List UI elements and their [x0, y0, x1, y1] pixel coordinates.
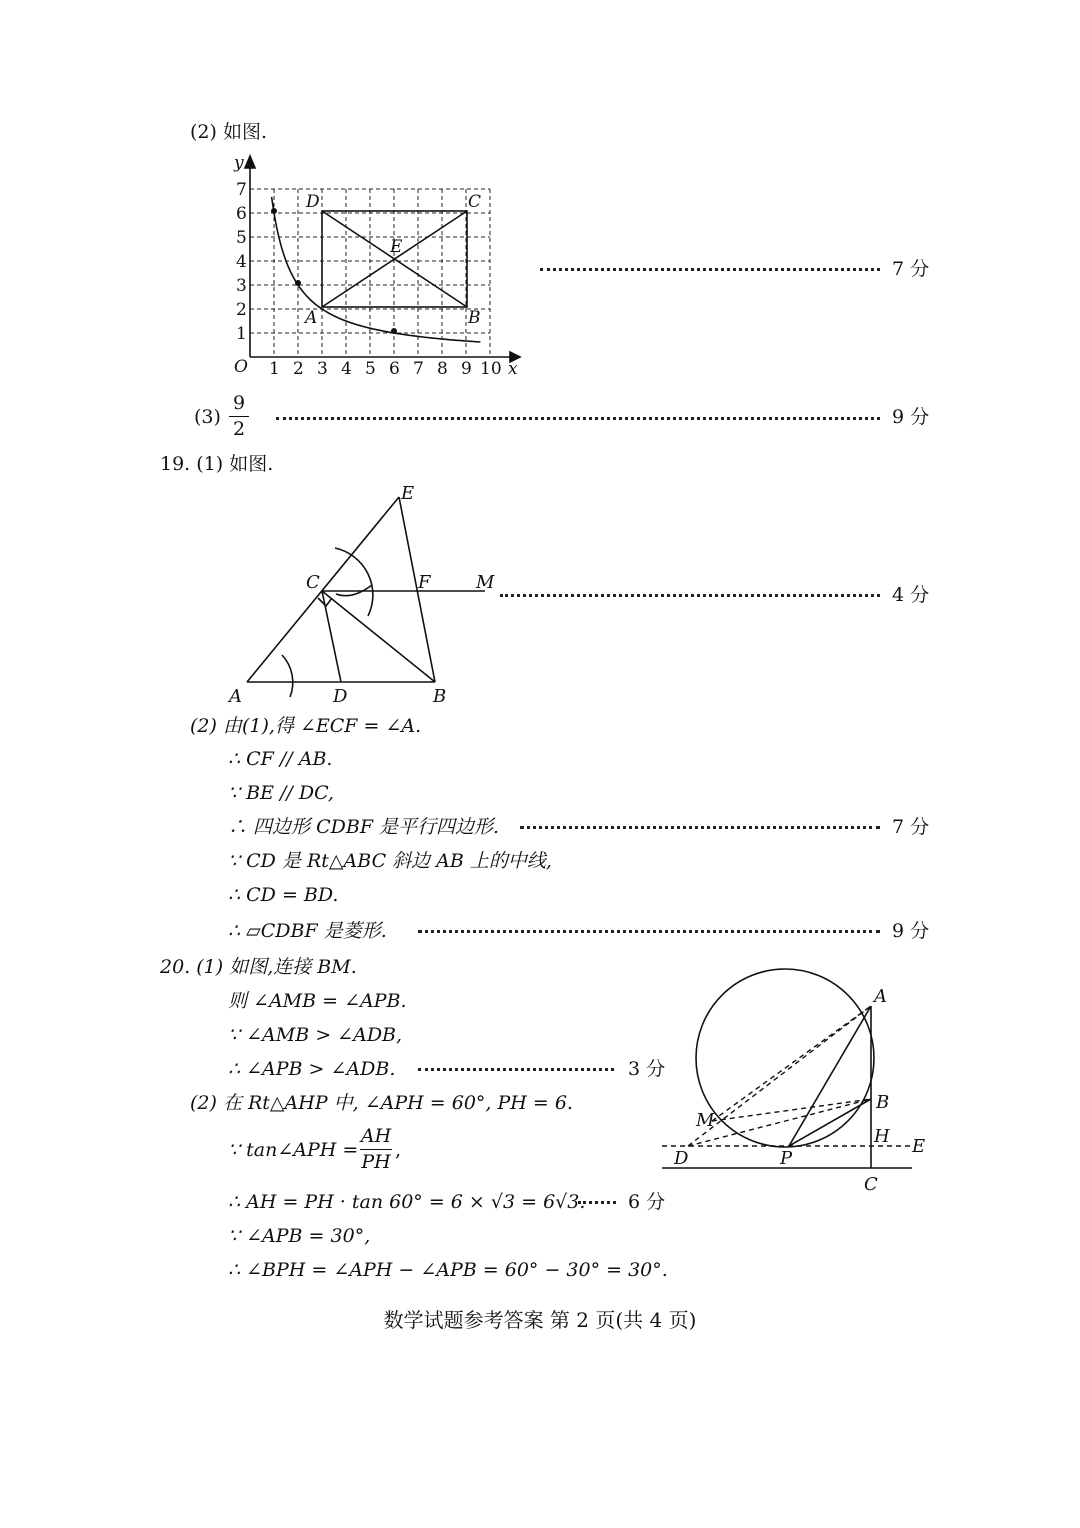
q18-part2-label: (2) 如图.: [190, 121, 267, 143]
y-tick-label: 5: [236, 228, 247, 248]
label-e: E: [401, 483, 415, 504]
label-f: F: [418, 572, 431, 593]
dashed-mb: [712, 1099, 871, 1121]
tan-numerator: AH: [360, 1125, 392, 1147]
segment-ap: [789, 1006, 871, 1146]
q19-line2: ∴ CF // AB.: [228, 748, 333, 770]
q19-part1-label: 19. (1) 如图.: [160, 453, 274, 475]
label-m: M: [476, 572, 495, 593]
page-footer: 数学试题参考答案 第 2 页(共 4 页): [383, 1308, 697, 1332]
score-7-q18: 7 分: [892, 258, 930, 280]
point-b-label: B: [468, 308, 481, 328]
y-axis-label: y: [234, 153, 244, 173]
point-e-label: E: [390, 237, 403, 257]
x-tick-label: 6: [389, 359, 400, 379]
q19-line6: ∴ CD = BD.: [228, 884, 339, 906]
label-d: D: [674, 1148, 689, 1169]
dashed-db: [688, 1099, 871, 1146]
q20-p2-line1: (2) 在 Rt△AHP 中, ∠APH = 60°, PH = 6.: [190, 1092, 573, 1114]
y-tick-label: 6: [236, 204, 247, 224]
origin-label: O: [234, 357, 248, 377]
x-tick-label: 2: [293, 359, 304, 379]
label-e: E: [912, 1136, 926, 1157]
score-3-q20: 3 分: [628, 1058, 666, 1080]
q20-part1-label: 20. (1) 如图,连接 BM.: [160, 956, 357, 978]
label-c: C: [306, 572, 320, 593]
label-c: C: [864, 1174, 878, 1195]
y-tick-label: 7: [236, 180, 247, 200]
q19-p2-line1: (2) 由(1),得 ∠ECF = ∠A.: [190, 715, 422, 737]
y-tick-label: 4: [236, 252, 247, 272]
point-c-label: C: [468, 192, 482, 212]
segment-pb: [789, 1099, 871, 1146]
x-tick-label: 5: [365, 359, 376, 379]
label-d: D: [333, 686, 348, 707]
score-7-q19: 7 分: [892, 816, 930, 838]
label-m: M: [696, 1110, 715, 1131]
label-a: A: [874, 986, 887, 1007]
q20-line3: ∵ ∠AMB > ∠ADB,: [228, 1024, 403, 1046]
label-a: A: [229, 686, 242, 707]
q20-line-apb: ∵ ∠APB = 30°,: [228, 1225, 371, 1247]
y-tick-label: 3: [236, 276, 247, 296]
x-tick-label: 7: [413, 359, 424, 379]
label-h: H: [874, 1126, 890, 1147]
x-axis-label: x: [508, 359, 518, 379]
x-tick-label: 4: [341, 359, 352, 379]
q18-part3-label: (3): [194, 406, 221, 428]
score-6-q20: 6 分: [628, 1191, 666, 1213]
q19-line3: ∵ BE // DC,: [228, 782, 334, 804]
score-9-q19: 9 分: [892, 920, 930, 942]
circle: [696, 969, 874, 1147]
score-9-q18: 9 分: [892, 406, 930, 428]
point-d-label: D: [306, 192, 320, 212]
label-p: P: [780, 1148, 793, 1169]
point-a-label: A: [305, 308, 318, 328]
label-b: B: [433, 686, 447, 707]
q19-line7: ∴ ▱CDBF 是菱形.: [228, 920, 387, 942]
q20-line-bph: ∴ ∠BPH = ∠APH − ∠APB = 60° − 30° = 30°.: [228, 1259, 668, 1281]
score-4-q19: 4 分: [892, 584, 930, 606]
fraction-numerator: 9: [232, 392, 246, 414]
label-b: B: [876, 1092, 890, 1113]
q19-line5: ∵ CD 是 Rt△ABC 斜边 AB 上的中线,: [228, 850, 552, 872]
y-tick-label: 2: [236, 300, 247, 320]
q19-line4: ∴ 四边形 CDBF 是平行四边形.: [228, 816, 500, 838]
fraction-denominator: 2: [232, 418, 246, 440]
q20-tan-prefix: ∵ tan∠APH =: [228, 1139, 359, 1161]
x-tick-label: 10: [480, 359, 502, 379]
x-tick-label: 8: [437, 359, 448, 379]
dashed-ma: [712, 1006, 871, 1121]
x-tick-label: 1: [269, 359, 280, 379]
q20-line4: ∴ ∠APB > ∠ADB.: [228, 1058, 396, 1080]
q20-line2: 则 ∠AMB = ∠APB.: [228, 990, 407, 1012]
x-tick-label: 3: [317, 359, 328, 379]
q20-tan-suffix: ,: [395, 1139, 402, 1161]
y-tick-label: 1: [236, 324, 247, 344]
tan-denominator: PH: [361, 1151, 391, 1173]
x-tick-label: 9: [461, 359, 472, 379]
q20-line-ah: ∴ AH = PH · tan 60° = 6 × √3 = 6√3.: [228, 1191, 586, 1213]
